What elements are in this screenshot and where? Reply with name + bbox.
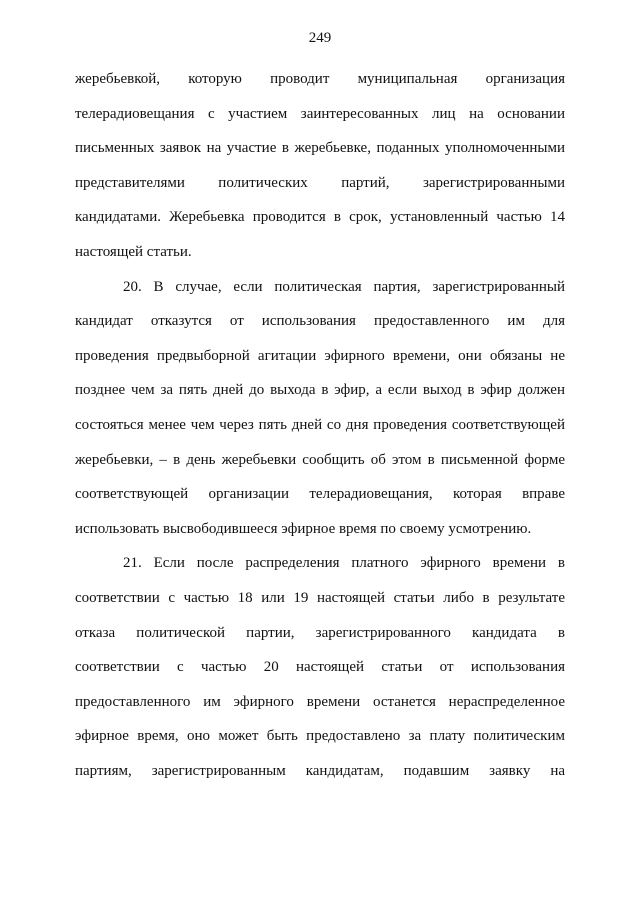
text-line: партиям, зарегистрированным кандидатам, подавшим заявку на	[75, 762, 565, 779]
text-line: соответствии с частью 20 настоящей статьи от использования	[75, 659, 565, 676]
text-line: использовать высвободившееся эфирное время по своему усмотрению.	[75, 520, 532, 537]
text-line: отказа политической партии, зарегистрированного кандидата в	[75, 624, 565, 641]
text-line: жеребьевкой, которую проводит муниципальная организация	[75, 71, 565, 87]
text-line: состояться менее чем через пять дней со дня проведения соответствующей	[75, 416, 565, 433]
body-text	[75, 62, 565, 788]
page-number: 249	[308, 30, 332, 46]
text-line: настоящей статьи.	[75, 243, 192, 260]
text-line: представителями политических партий, зарегистрированными	[75, 174, 565, 191]
text-line: телерадиовещания с участием заинтересованных лиц на основании	[75, 105, 565, 122]
text-line: кандидатами. Жеребьевка проводится в срок, установленный частью 14	[75, 209, 565, 226]
text-line: предоставленного им эфирного времени останется нераспределенное	[75, 693, 565, 710]
text-line: письменных заявок на участие в жеребьевке, поданных уполномоченными	[75, 140, 565, 157]
text-line: позднее чем за пять дней до выхода в эфир, а если выход в эфир должен	[75, 382, 565, 399]
paragraph-20	[75, 270, 565, 547]
text-line: проведения предвыборной агитации эфирного времени, они обязаны не	[75, 347, 565, 364]
text-line: эфирное время, оно может быть предоставлено за плату политическим	[75, 728, 565, 745]
text-line: кандидат отказутся от использования предоставленного им для	[75, 313, 565, 330]
paragraph-21	[75, 546, 565, 788]
paragraph-1	[75, 62, 565, 270]
text-line: соответствующей организации телерадиовещания, которая вправе	[75, 486, 565, 503]
text-line: жеребьевки, – в день жеребьевки сообщить об этом в письменной форме	[75, 451, 565, 468]
text-line: 21. Если после распределения платного эфирного времени в	[123, 555, 565, 572]
text-line: 20. В случае, если политическая партия, зарегистрированный	[123, 278, 565, 295]
text-line: соответствии с частью 18 или 19 настоящей статьи либо в результате	[75, 589, 565, 606]
